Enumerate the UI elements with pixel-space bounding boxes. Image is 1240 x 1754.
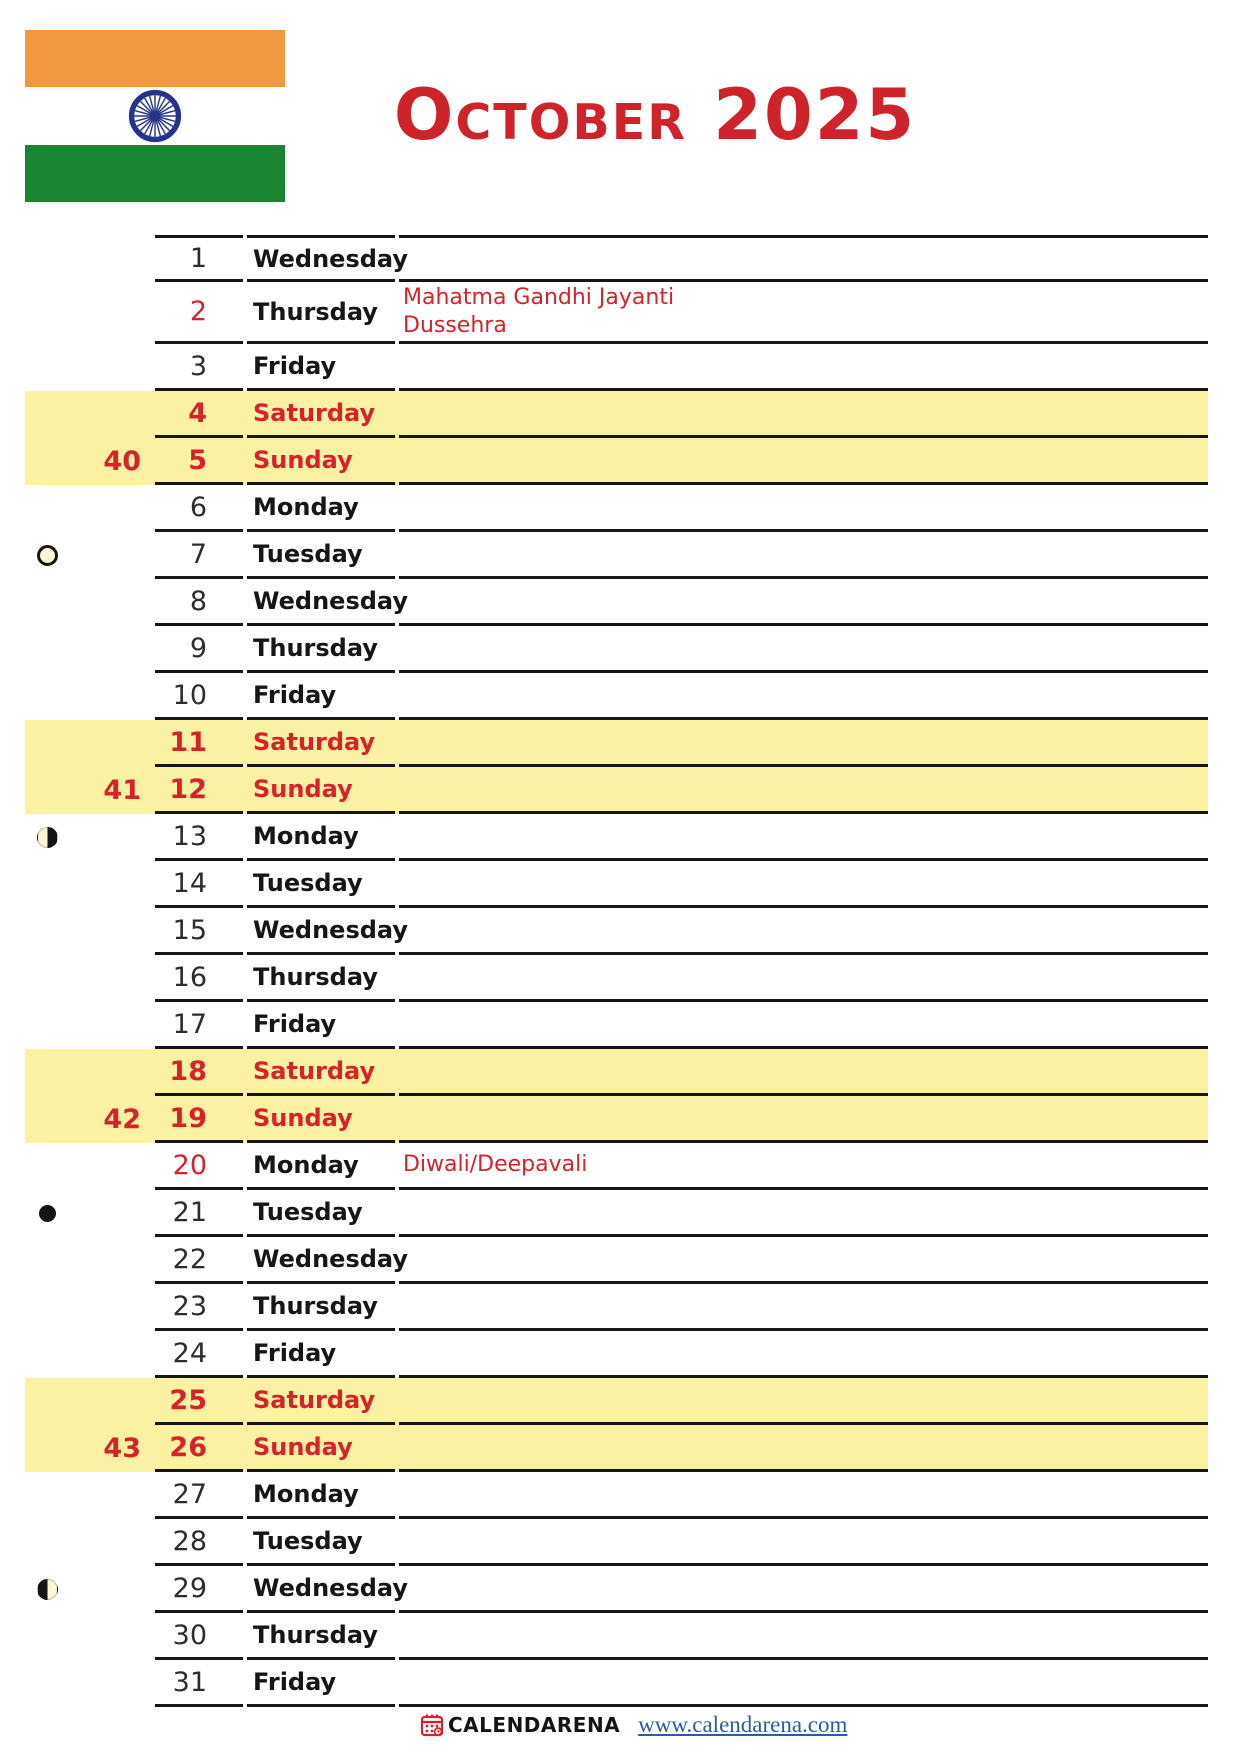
- row-gutter: [25, 344, 155, 391]
- row-gutter: [25, 861, 155, 908]
- holiday-label: Diwali/Deepavali: [403, 1152, 588, 1177]
- page-title: October 2025: [393, 74, 917, 156]
- first-quarter-moon-icon: [37, 1579, 58, 1600]
- day-number: 6: [155, 485, 243, 532]
- calendar-row: [25, 673, 1208, 720]
- day-number: 18: [155, 1049, 243, 1096]
- brand-logo: [420, 1713, 620, 1737]
- holiday-cell: [399, 908, 1208, 955]
- flag-saffron-stripe: [25, 30, 285, 87]
- holiday-cell: [399, 1425, 1208, 1472]
- holiday-cell: [399, 1613, 1208, 1660]
- full-moon-icon: [37, 545, 58, 566]
- holiday-cell: [399, 720, 1208, 767]
- calendar-row: [25, 1143, 1208, 1190]
- day-number: 23: [155, 1284, 243, 1331]
- row-gutter: [25, 532, 155, 579]
- website-link[interactable]: www.calendarena.com: [638, 1712, 848, 1737]
- holiday-cell: [399, 282, 1208, 344]
- day-number: 4: [155, 391, 243, 438]
- row-gutter: [25, 1378, 155, 1425]
- row-gutter: [25, 1237, 155, 1284]
- calendar-row: [25, 1049, 1208, 1096]
- calendar-row: [25, 391, 1208, 438]
- day-number: 30: [155, 1613, 243, 1660]
- calendar-row: [25, 1002, 1208, 1049]
- day-number: 19: [155, 1096, 243, 1143]
- holiday-cell: [399, 344, 1208, 391]
- week-number: 40: [103, 446, 141, 477]
- row-gutter: [25, 1566, 155, 1613]
- day-name: Friday: [247, 1331, 395, 1378]
- holiday-cell: [399, 532, 1208, 579]
- holiday-cell: [399, 1284, 1208, 1331]
- holiday-cell: [399, 1190, 1208, 1237]
- day-name: Saturday: [247, 1378, 395, 1425]
- row-gutter: [25, 1002, 155, 1049]
- calendar-row: [25, 1378, 1208, 1425]
- holiday-cell: [399, 1519, 1208, 1566]
- holiday-cell: [399, 1143, 1208, 1190]
- row-gutter: [25, 626, 155, 673]
- day-name: Wednesday: [247, 1566, 395, 1613]
- day-name: Monday: [247, 814, 395, 861]
- day-number: 3: [155, 344, 243, 391]
- row-gutter: [25, 1331, 155, 1378]
- row-gutter: [25, 391, 155, 438]
- day-name: Tuesday: [247, 1519, 395, 1566]
- flag-green-stripe: [25, 145, 285, 202]
- day-number: 16: [155, 955, 243, 1002]
- ashoka-chakra-icon: [128, 89, 182, 143]
- day-name: Thursday: [247, 626, 395, 673]
- holiday-cell: [399, 1237, 1208, 1284]
- holiday-cell: [399, 1378, 1208, 1425]
- day-number: 2: [155, 282, 243, 344]
- calendar-row: [25, 814, 1208, 861]
- day-number: 22: [155, 1237, 243, 1284]
- calendar-table: [25, 235, 1208, 1707]
- holiday-cell: [399, 861, 1208, 908]
- day-number: 9: [155, 626, 243, 673]
- day-name: Tuesday: [247, 1190, 395, 1237]
- calendar-row: [25, 626, 1208, 673]
- day-name: Wednesday: [247, 908, 395, 955]
- holiday-cell: [399, 1472, 1208, 1519]
- day-number: 10: [155, 673, 243, 720]
- calendar-row: [25, 235, 1208, 282]
- row-gutter: [25, 438, 155, 485]
- day-name: Saturday: [247, 1049, 395, 1096]
- holiday-cell: [399, 485, 1208, 532]
- day-name: Thursday: [247, 282, 395, 344]
- calendar-row: [25, 282, 1208, 344]
- row-gutter: [25, 1143, 155, 1190]
- row-gutter: [25, 1049, 155, 1096]
- week-number: 42: [103, 1104, 141, 1135]
- calendar-row: [25, 579, 1208, 626]
- row-gutter: [25, 1096, 155, 1143]
- day-name: Tuesday: [247, 532, 395, 579]
- holiday-cell: [399, 1660, 1208, 1707]
- week-number: 43: [103, 1433, 141, 1464]
- holiday-cell: [399, 1331, 1208, 1378]
- calendar-row: [25, 1472, 1208, 1519]
- day-number: 20: [155, 1143, 243, 1190]
- calendar-row: [25, 1613, 1208, 1660]
- day-name: Friday: [247, 344, 395, 391]
- day-name: Wednesday: [247, 235, 395, 282]
- day-name: Wednesday: [247, 579, 395, 626]
- calendar-row: [25, 1096, 1208, 1143]
- day-name: Tuesday: [247, 861, 395, 908]
- day-name: Thursday: [247, 1284, 395, 1331]
- row-gutter: [25, 1472, 155, 1519]
- day-name: Friday: [247, 1660, 395, 1707]
- calendar-row: [25, 720, 1208, 767]
- india-flag: [25, 30, 285, 202]
- day-name: Saturday: [247, 391, 395, 438]
- day-number: 14: [155, 861, 243, 908]
- calendar-row: [25, 344, 1208, 391]
- row-gutter: [25, 1519, 155, 1566]
- holiday-cell: [399, 1049, 1208, 1096]
- calendar-row: [25, 861, 1208, 908]
- last-quarter-moon-icon: [37, 827, 58, 848]
- day-number: 8: [155, 579, 243, 626]
- holiday-cell: [399, 1566, 1208, 1613]
- day-name: Sunday: [247, 438, 395, 485]
- calendar-row: [25, 955, 1208, 1002]
- calendar-row: [25, 485, 1208, 532]
- holiday-cell: [399, 438, 1208, 485]
- row-gutter: [25, 485, 155, 532]
- row-gutter: [25, 1613, 155, 1660]
- day-name: Thursday: [247, 1613, 395, 1660]
- day-number: 26: [155, 1425, 243, 1472]
- day-number: 13: [155, 814, 243, 861]
- day-number: 29: [155, 1566, 243, 1613]
- holiday-label: Mahatma Gandhi Jayanti: [403, 284, 675, 310]
- calendar-row: [25, 1331, 1208, 1378]
- day-name: Monday: [247, 1143, 395, 1190]
- day-number: 27: [155, 1472, 243, 1519]
- day-number: 1: [155, 235, 243, 282]
- holiday-cell: [399, 673, 1208, 720]
- row-gutter: [25, 1660, 155, 1707]
- holiday-cell: [399, 955, 1208, 1002]
- row-gutter: [25, 235, 155, 282]
- holiday-cell: [399, 626, 1208, 673]
- brand-name: CALENDARENA: [448, 1713, 621, 1737]
- calendar-row: [25, 1660, 1208, 1707]
- day-name: Thursday: [247, 955, 395, 1002]
- calendar-row: [25, 767, 1208, 814]
- day-number: 24: [155, 1331, 243, 1378]
- row-gutter: [25, 673, 155, 720]
- footer: [420, 1712, 847, 1738]
- day-number: 31: [155, 1660, 243, 1707]
- calendar-row: [25, 908, 1208, 955]
- day-name: Saturday: [247, 720, 395, 767]
- row-gutter: [25, 282, 155, 344]
- day-name: Friday: [247, 673, 395, 720]
- holiday-cell: [399, 1096, 1208, 1143]
- day-number: 7: [155, 532, 243, 579]
- calendar-row: [25, 532, 1208, 579]
- row-gutter: [25, 955, 155, 1002]
- day-number: 11: [155, 720, 243, 767]
- holiday-cell: [399, 814, 1208, 861]
- day-name: Wednesday: [247, 1237, 395, 1284]
- new-moon-icon: [39, 1205, 56, 1222]
- day-number: 21: [155, 1190, 243, 1237]
- row-gutter: [25, 767, 155, 814]
- calendar-row: [25, 1519, 1208, 1566]
- row-gutter: [25, 1425, 155, 1472]
- calendar-row: [25, 1284, 1208, 1331]
- week-number: 41: [103, 775, 141, 806]
- holiday-cell: [399, 1002, 1208, 1049]
- day-name: Sunday: [247, 1096, 395, 1143]
- row-gutter: [25, 1190, 155, 1237]
- calendar-icon: [420, 1713, 444, 1737]
- day-name: Sunday: [247, 767, 395, 814]
- calendar-row: [25, 438, 1208, 485]
- holiday-cell: [399, 391, 1208, 438]
- row-gutter: [25, 579, 155, 626]
- day-number: 12: [155, 767, 243, 814]
- row-gutter: [25, 1284, 155, 1331]
- day-name: Friday: [247, 1002, 395, 1049]
- calendar-row: [25, 1566, 1208, 1613]
- day-number: 17: [155, 1002, 243, 1049]
- holiday-cell: [399, 579, 1208, 626]
- day-number: 15: [155, 908, 243, 955]
- row-gutter: [25, 814, 155, 861]
- row-gutter: [25, 908, 155, 955]
- calendar-row: [25, 1425, 1208, 1472]
- holiday-cell: [399, 767, 1208, 814]
- row-gutter: [25, 720, 155, 767]
- day-name: Monday: [247, 485, 395, 532]
- day-name: Monday: [247, 1472, 395, 1519]
- day-number: 5: [155, 438, 243, 485]
- flag-white-stripe: [25, 87, 285, 144]
- calendar-row: [25, 1190, 1208, 1237]
- day-name: Sunday: [247, 1425, 395, 1472]
- holiday-label: Dussehra: [403, 312, 507, 338]
- day-number: 25: [155, 1378, 243, 1425]
- calendar-row: [25, 1237, 1208, 1284]
- holiday-cell: [399, 235, 1208, 282]
- day-number: 28: [155, 1519, 243, 1566]
